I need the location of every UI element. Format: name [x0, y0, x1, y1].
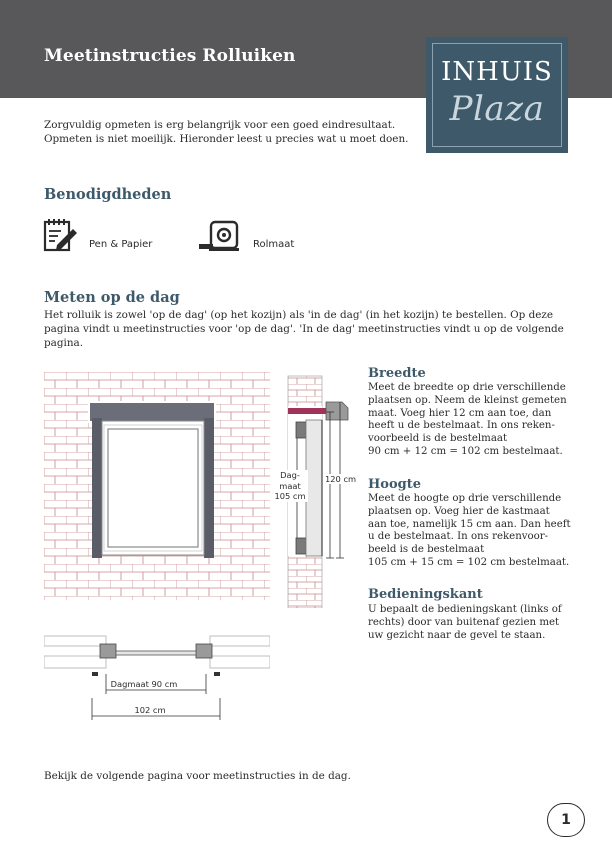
dagmaat-label-line: maat — [279, 480, 301, 491]
heading-breedte: Breedte — [368, 366, 426, 381]
page-title: Meetinstructies Rolluiken — [44, 46, 296, 66]
hoogte-text — [368, 493, 598, 570]
heading-hoogte: Hoogte — [368, 477, 421, 492]
breedte-line: maat. Voeg hier 12 cm aan toe, dan — [368, 407, 552, 419]
hoogte-line: u de bestelmaat. In ons rekenvoor- — [368, 531, 549, 543]
plan-total-label: 102 cm — [134, 705, 166, 715]
hoogte-line: plaatsen op. Voeg hier de kastmaat — [368, 505, 550, 517]
hoogte-line: 105 cm + 15 cm = 102 cm bestelmaat. — [368, 556, 570, 568]
bedieningskant-line: uw gezicht naar de gevel te staan. — [368, 629, 546, 641]
tool-label-rolmaat: Rolmaat — [253, 239, 295, 250]
meten-line: pagina. — [44, 337, 84, 349]
hoogte-line: Meet de hoogte op drie verschillende — [368, 493, 562, 504]
section-heading-benodigdheden: Benodigdheden — [44, 186, 172, 203]
height-120-label: 120 cm — [325, 474, 357, 484]
meten-line: Het rolluik is zowel 'op de dag' (op het kozijn) als 'in de dag' (in het kozijn) te bestellen. Op deze — [44, 309, 554, 321]
hoogte-line: aan toe, namelijk 15 cm aan. Dan heeft — [368, 518, 571, 530]
breedte-line: plaatsen op. Neem de kleinst gemeten — [368, 394, 567, 406]
pen-paper-icon — [43, 218, 79, 252]
intro-line: Opmeten is niet moeilijk. Hieronder leest u precies wat u moet doen. — [44, 133, 409, 145]
bedieningskant-line: U bepaalt de bedieningskant (links of — [368, 604, 562, 615]
hoogte-line: beeld is de bestelmaat — [368, 544, 485, 556]
front-view-diagram — [44, 372, 270, 600]
intro-line: Zorgvuldig opmeten is erg belangrijk voor een goed eindresultaat. — [44, 119, 396, 131]
breedte-line: Meet de breedte op drie verschillende — [368, 382, 566, 393]
bedieningskant-line: rechts) door van buitenaf gezien met — [368, 616, 560, 628]
meten-paragraph — [44, 308, 564, 350]
tool-label-pen-paper: Pen & Papier — [89, 239, 153, 250]
plan-dagmaat-label: Dagmaat 90 cm — [110, 679, 178, 689]
dagmaat-label-line: Dag- — [280, 470, 300, 480]
logo-text-plaza: Plaza — [449, 89, 545, 129]
dagmaat-label — [272, 470, 308, 502]
dagmaat-label-line: 105 cm — [274, 491, 306, 501]
breedte-line: heeft u de bestelmaat. In ons reken- — [368, 420, 555, 432]
section-heading-meten: Meten op de dag — [44, 289, 180, 306]
logo-text-inhuis: INHUIS — [441, 57, 553, 87]
heading-bedieningskant: Bedieningskant — [368, 587, 483, 602]
page-number: 1 — [547, 803, 585, 837]
breedte-line: voorbeeld is de bestelmaat — [368, 433, 508, 445]
breedte-text — [368, 382, 598, 459]
meten-line: pagina vindt u meetinstructies voor 'op de dag'. 'In de dag' meetinstructies vindt u op de volgende — [44, 323, 564, 335]
intro-text — [44, 118, 424, 146]
tape-measure-icon — [199, 220, 241, 252]
bedieningskant-text — [368, 604, 598, 642]
brand-logo — [426, 37, 568, 153]
footer-note: Bekijk de volgende pagina voor meetinstructies in de dag. — [44, 770, 351, 782]
breedte-line: 90 cm + 12 cm = 102 cm bestelmaat. — [368, 445, 563, 457]
